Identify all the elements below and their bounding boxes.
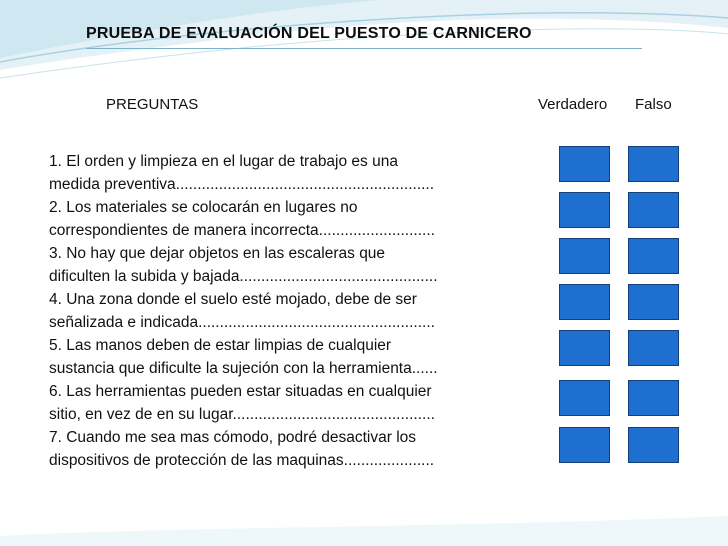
decorative-wave-bottom bbox=[0, 506, 728, 546]
question-2-line-1: 2. Los materiales se colocarán en lugares no bbox=[49, 199, 358, 216]
question-6-line-1: 6. Las herramientas pueden estar situadas en cualquier bbox=[49, 383, 432, 400]
question-7-line-2: dispositivos de protección de las maquinas..................... bbox=[49, 452, 435, 469]
answer-box-verdadero-3[interactable] bbox=[559, 238, 610, 274]
header-verdadero: Verdadero bbox=[538, 96, 608, 113]
header-preguntas: PREGUNTAS bbox=[106, 96, 199, 113]
question-6-line-2: sitio, en vez de en su lugar............................................... bbox=[49, 406, 435, 423]
answer-box-falso-5[interactable] bbox=[628, 330, 679, 366]
answer-box-verdadero-6[interactable] bbox=[559, 380, 610, 416]
answer-box-falso-6[interactable] bbox=[628, 380, 679, 416]
answer-box-verdadero-1[interactable] bbox=[559, 146, 610, 182]
question-1-line-1: 1. El orden y limpieza en el lugar de trabajo es una bbox=[49, 153, 398, 170]
answer-box-falso-4[interactable] bbox=[628, 284, 679, 320]
question-3-line-2: dificulten la subida y bajada.............................................. bbox=[49, 268, 438, 285]
question-5-line-1: 5. Las manos deben de estar limpias de cualquier bbox=[49, 337, 392, 354]
question-2-line-2: correspondientes de manera incorrecta........................... bbox=[49, 222, 435, 239]
answer-box-verdadero-5[interactable] bbox=[559, 330, 610, 366]
question-3-line-1: 3. No hay que dejar objetos en las escaleras que bbox=[49, 245, 386, 262]
question-list bbox=[49, 150, 549, 472]
answer-box-verdadero-4[interactable] bbox=[559, 284, 610, 320]
answer-box-falso-2[interactable] bbox=[628, 192, 679, 228]
header-falso: Falso bbox=[635, 96, 672, 113]
answer-box-verdadero-7[interactable] bbox=[559, 427, 610, 463]
question-4-line-2: señalizada e indicada....................................................... bbox=[49, 314, 435, 331]
title-underline bbox=[86, 48, 642, 49]
answer-box-falso-3[interactable] bbox=[628, 238, 679, 274]
question-7-line-1: 7. Cuando me sea mas cómodo, podré desactivar los bbox=[49, 429, 417, 446]
answer-box-verdadero-2[interactable] bbox=[559, 192, 610, 228]
question-5-line-2: sustancia que dificulte la sujeción con la herramienta...... bbox=[49, 360, 438, 377]
decorative-wave-top bbox=[0, 0, 728, 90]
question-4-line-1: 4. Una zona donde el suelo esté mojado, debe de ser bbox=[49, 291, 417, 308]
answer-box-falso-7[interactable] bbox=[628, 427, 679, 463]
answer-box-falso-1[interactable] bbox=[628, 146, 679, 182]
page-title: PRUEBA DE EVALUACIÓN DEL PUESTO DE CARNICERO bbox=[86, 25, 532, 42]
question-1-line-2: medida preventiva............................................................ bbox=[49, 176, 435, 193]
